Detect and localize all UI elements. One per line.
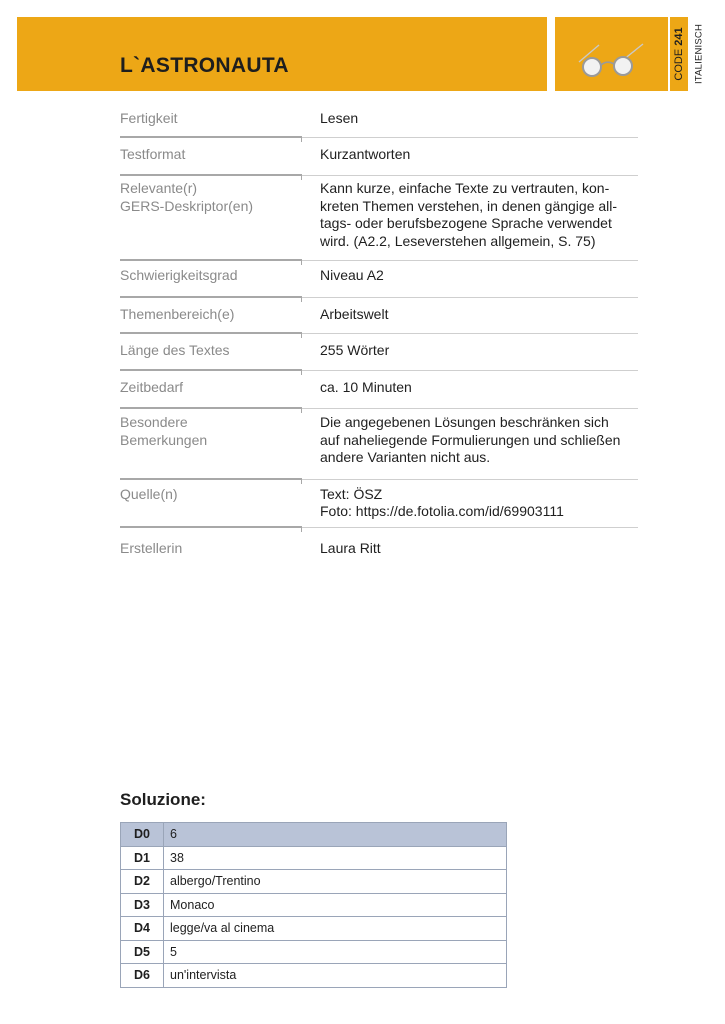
code-label — [671, 17, 687, 91]
solution-value: legge/va al cinema — [164, 917, 507, 941]
info-label: Länge des Textes — [120, 342, 230, 358]
info-value: ca. 10 Minuten — [320, 378, 412, 395]
info-label — [120, 414, 320, 467]
info-row — [120, 180, 638, 250]
info-value: 255 Wörter — [320, 342, 390, 358]
info-value — [320, 180, 638, 250]
row-divider — [120, 260, 638, 261]
solution-value: Monaco — [164, 893, 507, 917]
code-prefix: CODE — [673, 48, 685, 81]
solution-value: 5 — [164, 940, 507, 964]
solution-row — [121, 917, 507, 941]
info-label: Erstellerin — [120, 539, 183, 556]
language-label — [691, 17, 707, 91]
row-divider — [120, 408, 638, 409]
language-text: ITALIENISCH — [693, 23, 705, 85]
solution-row — [121, 893, 507, 917]
row-divider — [120, 370, 638, 371]
solution-value: un'intervista — [164, 964, 507, 988]
solution-row — [121, 964, 507, 988]
solution-row — [121, 940, 507, 964]
solution-key: D2 — [121, 870, 164, 894]
row-divider — [120, 297, 638, 298]
solution-key: D0 — [121, 823, 164, 847]
info-row — [120, 306, 638, 324]
info-label: Schwierigkeitsgrad — [120, 267, 238, 283]
row-divider — [120, 175, 638, 176]
info-label: Themenbereich(e) — [120, 305, 235, 322]
info-value — [320, 486, 638, 521]
row-divider — [120, 137, 638, 138]
info-label-line: Besondere Bemerkungen — [120, 414, 208, 448]
info-label-line: Relevante(r) GERS-Deskriptor(en) — [120, 180, 254, 214]
code-number: 241 — [673, 27, 685, 46]
info-value: Niveau A2 — [320, 267, 384, 283]
row-divider — [120, 527, 638, 528]
info-row — [120, 379, 638, 397]
solution-key: D1 — [121, 846, 164, 870]
solution-row — [121, 870, 507, 894]
row-divider — [120, 333, 638, 334]
solution-title: Soluzione: — [120, 790, 206, 809]
info-value: Laura Ritt — [320, 539, 381, 556]
info-table — [120, 110, 638, 557]
solution-row — [121, 823, 507, 847]
info-label: Testformat — [120, 145, 186, 162]
info-value-text: Die angegebenen Lösungen beschränken sich auf naheliegende Formulierungen und schließen andere Varianten nicht aus. — [320, 414, 621, 465]
solution-row — [121, 846, 507, 870]
info-value: Arbeitswelt — [320, 305, 389, 322]
info-row — [120, 342, 638, 360]
info-label: Fertigkeit — [120, 110, 178, 126]
solution-value: 38 — [164, 846, 507, 870]
info-value-text: Text: ÖSZ Foto: https://de.fotolia.com/id/69903111 — [320, 485, 564, 519]
solution-key: D5 — [121, 940, 164, 964]
solution-key: D4 — [121, 917, 164, 941]
info-value: Kurzantworten — [320, 145, 411, 162]
solution-key: D6 — [121, 964, 164, 988]
page-title: L`ASTRONAUTA — [120, 54, 289, 77]
info-row — [120, 146, 638, 164]
solution-table — [120, 822, 507, 988]
info-label — [120, 180, 320, 250]
info-row — [120, 486, 638, 521]
row-divider — [120, 479, 638, 480]
info-label: Quelle(n) — [120, 485, 178, 502]
info-row — [120, 414, 638, 467]
info-row — [120, 267, 638, 285]
solution-value: 6 — [164, 823, 507, 847]
info-label: Zeitbedarf — [120, 378, 184, 395]
solution-key: D3 — [121, 893, 164, 917]
info-row — [120, 540, 638, 558]
info-value-text: Kann kurze, einfache Texte zu vertrauten, kon- kreten Themen verstehen, in denen gängige all- tags- oder berufsbezogene Sprache verwendet wird. (A2.2, Leseverstehen allgemein, S. 75) — [320, 180, 618, 249]
info-value — [320, 414, 638, 467]
info-value: Lesen — [320, 110, 359, 126]
solution-value: albergo/Trentino — [164, 870, 507, 894]
info-row — [120, 110, 638, 128]
reading-glasses-icon — [577, 40, 652, 80]
